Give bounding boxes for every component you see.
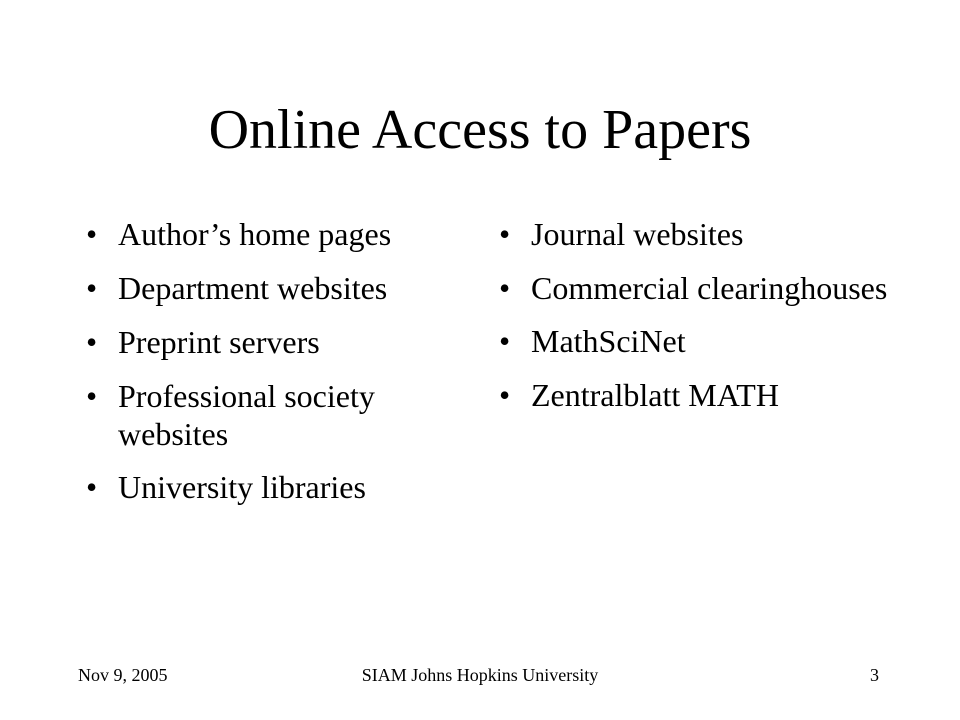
bullet-text: MathSciNet <box>531 323 686 359</box>
right-bullet-list <box>493 215 893 430</box>
page-number: 3 <box>870 665 879 685</box>
bullet-text: Preprint servers <box>118 324 320 360</box>
bullet-item-zentralblatt-math <box>493 376 893 415</box>
bullet-icon: • <box>86 469 98 505</box>
footer-organization: SIAM Johns Hopkins University <box>361 665 599 685</box>
bullet-item-preprint-servers <box>80 323 470 362</box>
footer-date: Nov 9, 2005 <box>78 665 168 685</box>
left-bullet-list <box>80 215 470 522</box>
bullet-icon: • <box>86 378 98 414</box>
bullet-text: Commercial clearinghouses <box>531 270 888 306</box>
bullet-icon: • <box>86 270 98 306</box>
bullet-item-professional-society-websites <box>80 377 470 453</box>
bullet-text: University libraries <box>118 469 366 505</box>
bullet-icon: • <box>499 270 511 306</box>
bullet-icon: • <box>499 216 511 252</box>
bullet-item-mathscinet <box>493 322 893 361</box>
bullet-text: Zentralblatt MATH <box>531 377 779 413</box>
bullet-item-commercial-clearinghouses <box>493 269 893 307</box>
bullet-item-journal-websites <box>493 215 893 254</box>
bullet-item-authors-home-pages <box>80 215 470 254</box>
bullet-item-university-libraries <box>80 468 470 507</box>
bullet-icon: • <box>86 216 98 252</box>
bullet-text: Journal websites <box>531 216 744 252</box>
bullet-icon: • <box>499 323 511 359</box>
bullet-item-department-websites <box>80 269 470 308</box>
bullet-icon: • <box>499 377 511 413</box>
bullet-text: Department websites <box>118 270 388 306</box>
bullet-text: Author’s home pages <box>118 216 392 252</box>
bullet-icon: • <box>86 324 98 360</box>
bullet-text: Professional society websites <box>118 378 375 452</box>
slide-title: Online Access to Papers <box>208 99 752 161</box>
